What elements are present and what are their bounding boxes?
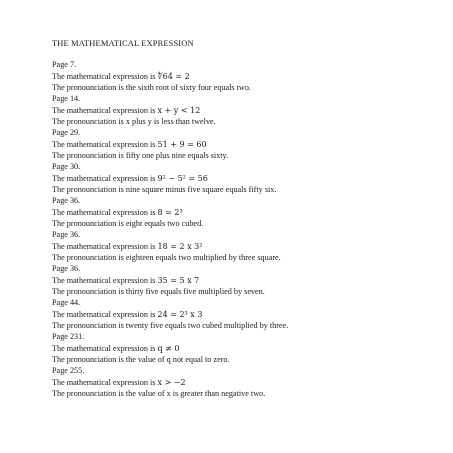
pronunciation-line: The pronounciation is the sixth root of sixty four equals two. [52, 83, 251, 92]
entry [52, 93, 432, 127]
expression-line [52, 343, 432, 354]
page-reference: Page 7. [52, 60, 77, 69]
entry [52, 195, 432, 229]
expression-line [52, 207, 432, 218]
page-reference: Page 231. [52, 332, 85, 341]
math-expression: 51 + 9 = 60 [157, 140, 207, 149]
math-expression: 35 = 5 x 7 [157, 276, 200, 285]
expression-prefix: The mathematical expression is [52, 174, 158, 183]
page-reference: Page 29. [52, 128, 81, 137]
expression-line [52, 275, 432, 286]
page-reference: Page 14. [52, 94, 81, 103]
pronunciation-line: The pronounciation is eighteen equals two multiplied by three square. [52, 253, 281, 262]
expression-prefix: The mathematical expression is [52, 72, 158, 81]
math-expression: q ≠ 0 [157, 344, 180, 353]
expression-prefix: The mathematical expression is [52, 344, 158, 353]
page-reference: Page 44. [52, 298, 81, 307]
page-reference: Page 30. [52, 162, 81, 171]
entry [52, 127, 432, 161]
math-expression: 8 = 2³ [157, 208, 183, 217]
expression-line [52, 173, 432, 184]
expression-line [52, 105, 432, 116]
expression-line [52, 377, 432, 388]
entry [52, 229, 432, 263]
pronunciation-line: The pronounciation is x plus y is less than twelve. [52, 117, 216, 126]
expression-line [52, 309, 432, 320]
pronunciation-line: The pronounciation is nine square minus five square equals fifty six. [52, 185, 277, 194]
page-reference: Page 36. [52, 230, 81, 239]
expression-prefix: The mathematical expression is [52, 242, 158, 251]
entry [52, 331, 432, 365]
math-expression: ∜64 = 2 [157, 72, 190, 81]
pronunciation-line: The pronounciation is the value of x is greater than negative two. [52, 389, 266, 398]
expression-prefix: The mathematical expression is [52, 140, 158, 149]
entry [52, 297, 432, 331]
pronunciation-line: The pronounciation is the value of q not equal to zero. [52, 355, 230, 364]
math-expression: x > −2 [157, 378, 186, 387]
page-reference: Page 255. [52, 366, 85, 375]
math-expression: 18 = 2 x 3² [157, 242, 203, 251]
entry [52, 161, 432, 195]
expression-prefix: The mathematical expression is [52, 378, 158, 387]
entry [52, 263, 432, 297]
pronunciation-line: The pronounciation is twenty five equals two cubed multiplied by three. [52, 321, 289, 330]
math-expression: 9² − 5² = 56 [157, 174, 208, 183]
entry [52, 365, 432, 399]
pronunciation-line: The pronounciation is thirty five equals five multiplied by seven. [52, 287, 265, 296]
pronunciation-line: The pronounciation is fifty one plus nine equals sixty. [52, 151, 229, 160]
entry-list [52, 59, 432, 399]
expression-line [52, 71, 432, 82]
math-expression: 24 = 2³ x 3 [157, 310, 203, 319]
expression-prefix: The mathematical expression is [52, 208, 158, 217]
entry [52, 59, 432, 93]
expression-prefix: The mathematical expression is [52, 106, 158, 115]
expression-prefix: The mathematical expression is [52, 276, 158, 285]
math-expression: x + y < 12 [157, 106, 201, 115]
document-title: THE MATHEMATICAL EXPRESSION [52, 38, 194, 48]
pronunciation-line: The pronounciation is eight equals two cubed. [52, 219, 204, 228]
expression-prefix: The mathematical expression is [52, 310, 158, 319]
page-reference: Page 36. [52, 196, 81, 205]
expression-line [52, 241, 432, 252]
expression-line [52, 139, 432, 150]
page-reference: Page 36. [52, 264, 81, 273]
